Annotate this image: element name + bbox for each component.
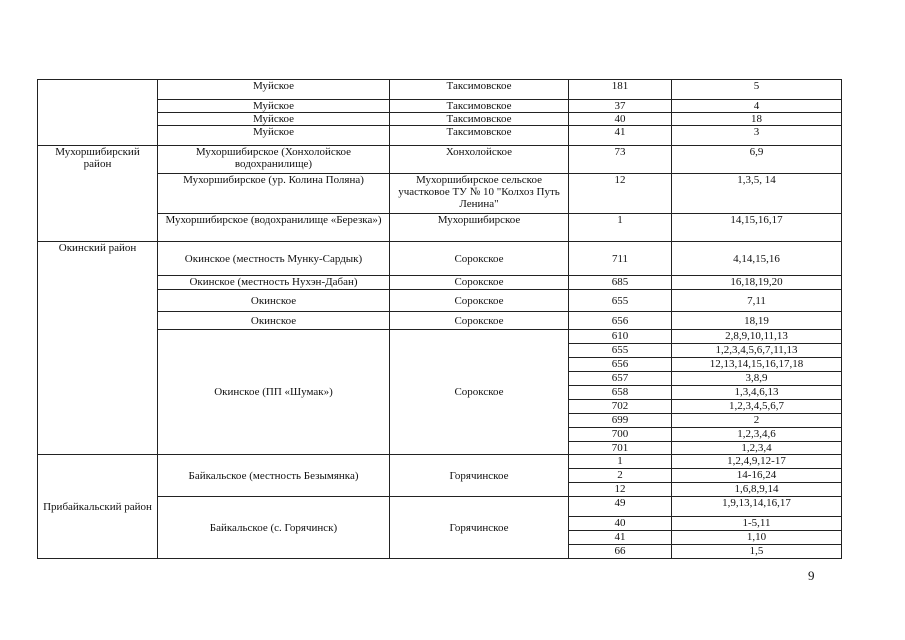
table-row [38,113,842,126]
forestry-cell: Байкальское (с. Горячинск) [158,497,390,559]
district-cell: Прибайкальский район [38,455,158,559]
table-row [38,100,842,113]
quarter-cell: 702 [569,400,672,414]
district-cell [38,80,158,146]
quarter-cell: 12 [569,174,672,214]
quarter-cell: 73 [569,146,672,174]
section-cell: 14-16,24 [672,469,842,483]
quarter-cell: 657 [569,372,672,386]
forestry-cell: Байкальское (местность Безымянка) [158,455,390,497]
section-cell: 5 [672,80,842,100]
forestry-cell: Муйское [158,80,390,100]
quarter-cell: 655 [569,290,672,312]
district-forestry-cell: Сорокское [390,242,569,276]
district-forestry-cell: Мухоршибирское [390,214,569,242]
quarter-cell: 1 [569,455,672,469]
forestry-cell: Муйское [158,113,390,126]
quarter-cell: 40 [569,113,672,126]
forestry-cell: Мухоршибирское (водохранилище «Березка») [158,214,390,242]
table-row [38,174,842,214]
table-row [38,126,842,146]
forestry-cell: Муйское [158,126,390,146]
quarter-cell: 2 [569,469,672,483]
quarter-cell: 699 [569,414,672,428]
section-cell: 1,2,4,9,12-17 [672,455,842,469]
section-cell: 1,2,3,4,5,6,7 [672,400,842,414]
section-cell: 1,2,3,4 [672,442,842,455]
table-row [38,455,842,469]
section-cell: 1,3,5, 14 [672,174,842,214]
quarter-cell: 40 [569,517,672,531]
quarter-cell: 655 [569,344,672,358]
table-row [38,312,842,330]
section-cell: 1,2,3,4,5,6,7,11,13 [672,344,842,358]
section-cell: 3 [672,126,842,146]
quarter-cell: 656 [569,312,672,330]
district-forestry-cell: Таксимовское [390,100,569,113]
forestry-cell: Окинское (местность Мунку-Сардык) [158,242,390,276]
table-row [38,276,842,290]
section-cell: 4,14,15,16 [672,242,842,276]
district-forestry-cell: Хонхолойское [390,146,569,174]
quarter-cell: 701 [569,442,672,455]
quarter-cell: 37 [569,100,672,113]
quarter-cell: 685 [569,276,672,290]
forestry-cell: Мухоршибирское (Хонхолойское водохранилище) [158,146,390,174]
forestry-cell: Муйское [158,100,390,113]
table-row [38,80,842,100]
section-cell: 2 [672,414,842,428]
quarter-cell: 1 [569,214,672,242]
quarter-cell: 41 [569,531,672,545]
district-forestry-cell: Таксимовское [390,113,569,126]
district-forestry-cell: Сорокское [390,290,569,312]
quarter-cell: 711 [569,242,672,276]
quarter-cell: 700 [569,428,672,442]
section-cell: 6,9 [672,146,842,174]
quarter-cell: 610 [569,330,672,344]
section-cell: 18,19 [672,312,842,330]
district-forestry-cell: Сорокское [390,330,569,455]
section-cell: 1,9,13,14,16,17 [672,497,842,517]
quarter-cell: 49 [569,497,672,517]
forestry-cell: Окинское (ПП «Шумак») [158,330,390,455]
section-cell: 1,10 [672,531,842,545]
quarter-cell: 41 [569,126,672,146]
district-forestry-cell: Горячинское [390,497,569,559]
quarter-cell: 66 [569,545,672,559]
table-row [38,330,842,344]
district-forestry-cell: Мухоршибирское сельское участковое ТУ № 10 "Колхоз Путь Ленина" [390,174,569,214]
section-cell: 1,3,4,6,13 [672,386,842,400]
district-forestry-cell: Таксимовское [390,80,569,100]
section-cell: 14,15,16,17 [672,214,842,242]
section-cell: 18 [672,113,842,126]
quarter-cell: 658 [569,386,672,400]
district-forestry-cell: Таксимовское [390,126,569,146]
table-row [38,242,842,276]
quarter-cell: 12 [569,483,672,497]
district-cell: Мухоршибирский район [38,146,158,242]
page-number: 9 [808,568,815,583]
quarter-cell: 656 [569,358,672,372]
section-cell: 16,18,19,20 [672,276,842,290]
table-row [38,290,842,312]
table-row [38,146,842,174]
section-cell: 2,8,9,10,11,13 [672,330,842,344]
quarter-cell: 181 [569,80,672,100]
table-row [38,497,842,517]
section-cell: 3,8,9 [672,372,842,386]
forestry-cell: Окинское (местность Нухэн-Дабан) [158,276,390,290]
table-row [38,214,842,242]
district-forestry-cell: Сорокское [390,276,569,290]
section-cell: 1,2,3,4,6 [672,428,842,442]
section-cell: 12,13,14,15,16,17,18 [672,358,842,372]
forest-areas-table [37,79,842,559]
section-cell: 1,5 [672,545,842,559]
district-forestry-cell: Горячинское [390,455,569,497]
forestry-cell: Мухоршибирское (ур. Колина Поляна) [158,174,390,214]
section-cell: 1,6,8,9,14 [672,483,842,497]
section-cell: 1-5,11 [672,517,842,531]
section-cell: 4 [672,100,842,113]
forestry-cell: Окинское [158,312,390,330]
district-forestry-cell: Сорокское [390,312,569,330]
district-cell: Окинский район [38,242,158,455]
section-cell: 7,11 [672,290,842,312]
forestry-cell: Окинское [158,290,390,312]
